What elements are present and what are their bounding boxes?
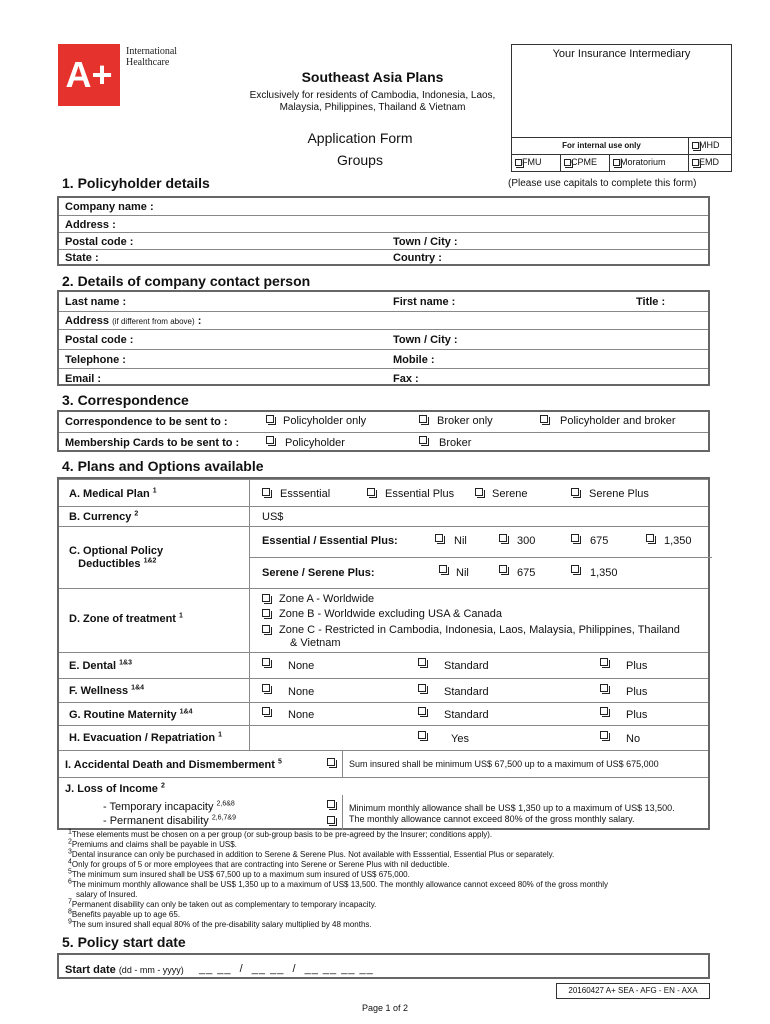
subtitle-line2: Malaysia, Philippines, Thailand & Vietnam — [279, 102, 466, 113]
capitals-note: (Please use capitals to complete this form) — [508, 178, 697, 189]
footnote-item — [68, 900, 708, 910]
footnote-item — [68, 910, 708, 920]
dental-plus-label: Plus — [626, 660, 648, 672]
plan-essential-label: Esssential — [280, 488, 331, 500]
deductibles-split — [249, 557, 712, 558]
footnote-text: Premiums and claims shall be payable in US$. — [71, 840, 237, 849]
dental-sup: 1&3 — [119, 659, 132, 667]
loss-income-text: J. Loss of Income — [65, 783, 158, 795]
footnote-item — [68, 850, 708, 860]
ser-nil-checkbox[interactable] — [439, 565, 447, 573]
loss-income-divider — [342, 795, 343, 830]
footnote-text: Only for groups of 5 or more employees that are contracting into Serene or Serene Plus with nil deductible. — [71, 860, 450, 869]
emd-checkbox[interactable] — [692, 159, 699, 166]
serene-deductible-label: Serene / Serene Plus: — [262, 567, 375, 579]
footnote-item — [68, 920, 708, 930]
temporary-incapacity-checkbox[interactable] — [327, 800, 335, 808]
loss-income-row — [59, 777, 708, 797]
evacuation-label — [69, 732, 222, 744]
cards-policyholder-checkbox[interactable] — [266, 436, 274, 444]
deductibles-row — [59, 526, 708, 588]
logo-line2: Healthcare — [126, 57, 170, 68]
company-name-row[interactable] — [59, 198, 708, 215]
accidental-death-row — [59, 750, 708, 777]
maternity-none-checkbox[interactable] — [262, 707, 270, 715]
loss-income-sup: 2 — [160, 782, 165, 790]
footnote-item — [68, 890, 708, 900]
zone-text: D. Zone of treatment — [69, 613, 176, 625]
footnote-number: 4 — [68, 858, 72, 866]
footnote-text: salary of Insured. — [76, 890, 138, 899]
deductibles-text1: C. Optional Policy — [69, 545, 164, 557]
deductibles-text2: Deductibles — [78, 558, 141, 570]
plan-essential-plus-label: Essential Plus — [385, 488, 455, 500]
dental-plus-checkbox[interactable] — [600, 658, 608, 666]
section5-heading: 5. Policy start date — [62, 934, 186, 950]
telephone-label: Telephone : — [65, 354, 126, 366]
corr-policyholder-label: Policyholder only — [283, 415, 367, 427]
ser-1350-checkbox[interactable] — [571, 565, 579, 573]
currency-value: US$ — [262, 511, 284, 523]
cards-label: Membership Cards to be sent to : — [65, 437, 240, 449]
email-row[interactable] — [59, 368, 708, 386]
page-title: Southeast Asia Plans — [301, 69, 444, 85]
maternity-standard-label: Standard — [444, 709, 489, 721]
contact-address-row[interactable] — [59, 311, 708, 329]
loss-income-note2: The monthly allowance cannot exceed 80% of the gross monthly salary. — [349, 814, 635, 824]
wellness-text: F. Wellness — [69, 685, 129, 697]
footnote-number: 6 — [68, 878, 72, 886]
policyholder-table — [57, 196, 710, 266]
evacuation-yes-checkbox[interactable] — [418, 731, 426, 739]
footnote-text: Dental insurance can only be purchased in addition to Serene & Serene Plus. Not available with Esssential, Essential Plus or separately. — [71, 850, 555, 859]
evacuation-no-checkbox[interactable] — [600, 731, 608, 739]
footnote-text: Benefits payable up to age 65. — [71, 910, 180, 919]
cpme-label: CPME — [571, 157, 598, 167]
form-title — [260, 127, 460, 171]
footnote-number: 3 — [68, 848, 72, 856]
maternity-text: G. Routine Maternity — [69, 709, 177, 721]
wellness-standard-label: Standard — [444, 686, 489, 698]
page-subtitle — [230, 90, 515, 114]
maternity-standard-checkbox[interactable] — [418, 707, 426, 715]
dental-standard-checkbox[interactable] — [418, 658, 426, 666]
plan-serene-plus-label: Serene Plus — [589, 488, 649, 500]
state-label: State : — [65, 252, 99, 264]
start-date-input[interactable]: __ __ / __ __ / __ __ __ __ — [199, 963, 374, 975]
title-label: Title : — [636, 296, 666, 308]
ess-675-checkbox[interactable] — [571, 534, 579, 542]
address-label: Address : — [65, 219, 116, 231]
correspondence-table — [57, 410, 710, 452]
footnote-number: 9 — [68, 918, 72, 926]
accidental-death-label — [65, 759, 282, 771]
maternity-none-label: None — [288, 709, 315, 721]
cards-policyholder-label: Policyholder — [285, 437, 345, 449]
state-row[interactable] — [59, 249, 708, 265]
footnote-text: The minimum monthly allowance shall be US$ 1,350 up to a maximum of US$ 13,500. The monthly allowance cannot exceed 80% of the gross monthly — [71, 880, 609, 889]
footnote-number: 5 — [68, 868, 72, 876]
section3-heading: 3. Correspondence — [62, 392, 189, 408]
cards-broker-checkbox[interactable] — [419, 436, 427, 444]
logo-line1: International — [126, 46, 178, 57]
cpme-checkbox[interactable] — [564, 159, 571, 166]
footnote-item — [68, 880, 708, 890]
essential-deductible-label: Essential / Essential Plus: — [262, 535, 398, 547]
wellness-label — [69, 685, 144, 697]
subtitle-line1: Exclusively for residents of Cambodia, Indonesia, Laos, — [249, 90, 496, 101]
logo-text — [126, 46, 177, 68]
form-title-line1: Application Form — [307, 130, 413, 146]
fmu-label: FMU — [522, 157, 542, 167]
zone-c-label-line2: & Vietnam — [290, 637, 341, 649]
zone-b-checkbox[interactable] — [262, 609, 270, 617]
first-name-label: First name : — [393, 296, 456, 308]
medical-plan-row — [59, 479, 708, 506]
footnote-text: These elements must be chosen on a per group (or sub-group basis to be pre-agreed by the Insurer; conditions apply). — [71, 830, 493, 839]
corr-both-checkbox[interactable] — [540, 415, 548, 423]
zone-sup: 1 — [179, 612, 183, 620]
moratorium-label: Moratorium — [620, 157, 666, 167]
accidental-divider — [342, 751, 343, 778]
ess-300-label: 300 — [517, 535, 536, 547]
plan-serene-plus-checkbox[interactable] — [571, 488, 579, 496]
footnote-text: Permanent disability can only be taken out as complementary to temporary incapacity. — [71, 900, 377, 909]
contact-table — [57, 290, 710, 386]
loss-income-note — [349, 803, 675, 825]
medical-plan-sup: 1 — [152, 487, 157, 495]
form-code: 20160427 A+ SEA - AFG - EN - AXA — [556, 983, 710, 999]
loss-income-label — [65, 783, 165, 795]
footnote-number: 7 — [68, 898, 72, 906]
dental-row — [59, 652, 708, 678]
contact-address-text: Address — [65, 315, 110, 327]
ess-1350-label: 1,350 — [664, 535, 692, 547]
start-date-box[interactable] — [57, 953, 710, 979]
permanent-disability-text: - Permanent disability — [103, 815, 209, 827]
footnote-item — [68, 860, 708, 870]
zone-label — [69, 613, 183, 625]
form-title-line2: Groups — [337, 152, 383, 168]
maternity-label — [69, 709, 192, 721]
email-label: Email : — [65, 373, 102, 385]
currency-label — [69, 511, 138, 523]
wellness-sup: 1&4 — [131, 684, 145, 692]
footnote-item — [68, 840, 708, 850]
zone-c-label: Zone C - Restricted in Cambodia, Indonesia, Laos, Malaysia, Philippines, Thailand — [279, 624, 680, 636]
wellness-plus-checkbox[interactable] — [600, 684, 608, 692]
corr-broker-checkbox[interactable] — [419, 415, 427, 423]
medical-plan-text: A. Medical Plan — [69, 488, 150, 500]
maternity-plus-label: Plus — [626, 709, 648, 721]
footnote-number: 8 — [68, 908, 72, 916]
logo-mark: A+ — [65, 54, 113, 95]
ess-300-checkbox[interactable] — [499, 534, 507, 542]
internal-mhd[interactable] — [688, 137, 732, 155]
dental-standard-label: Standard — [444, 660, 489, 672]
phone-row[interactable] — [59, 349, 708, 368]
temporary-incapacity-sup: 2,6&8 — [216, 800, 235, 808]
permanent-disability-label — [103, 815, 236, 827]
start-date-label — [65, 964, 184, 976]
internal-emd[interactable] — [688, 154, 732, 172]
loss-income-options — [59, 797, 708, 830]
evacuation-yes-label: Yes — [451, 733, 469, 745]
mhd-label: MHD — [699, 140, 720, 150]
cards-broker-label: Broker — [439, 437, 472, 449]
name-row[interactable] — [59, 292, 708, 311]
loss-income-note1: Minimum monthly allowance shall be US$ 1,350 up to a maximum of US$ 13,500. — [349, 803, 675, 813]
accidental-death-checkbox[interactable] — [327, 758, 335, 766]
dental-none-checkbox[interactable] — [262, 658, 270, 666]
maternity-plus-checkbox[interactable] — [600, 707, 608, 715]
section4-heading: 4. Plans and Options available — [62, 458, 264, 474]
wellness-standard-checkbox[interactable] — [418, 684, 426, 692]
dental-label — [69, 660, 132, 672]
section2-heading: 2. Details of company contact person — [62, 273, 311, 289]
medical-plan-label — [69, 488, 157, 500]
zone-a-checkbox[interactable] — [262, 594, 270, 602]
wellness-none-label: None — [288, 686, 315, 698]
emd-label: EMD — [699, 157, 719, 167]
wellness-row — [59, 678, 708, 702]
evacuation-text: H. Evacuation / Repatriation — [69, 732, 216, 744]
wellness-none-checkbox[interactable] — [262, 684, 270, 692]
currency-text: B. Currency — [69, 511, 132, 523]
contact-address-note: (if different from above) — [112, 317, 195, 326]
last-name-label: Last name : — [65, 296, 127, 308]
intermediary-title: Your Insurance Intermediary — [552, 48, 691, 60]
plan-essential-plus-checkbox[interactable] — [367, 488, 375, 496]
dental-text: E. Dental — [69, 660, 117, 672]
contact-postal-row[interactable] — [59, 329, 708, 349]
dental-none-label: None — [288, 660, 315, 672]
plans-table — [57, 477, 710, 830]
fmu-checkbox[interactable] — [515, 159, 522, 166]
country-label: Country : — [393, 252, 442, 264]
section1-heading: 1. Policyholder details — [62, 175, 210, 191]
zone-row — [59, 588, 708, 652]
town-city-label: Town / City : — [393, 236, 458, 248]
footnote-item — [68, 830, 708, 840]
wellness-plus-label: Plus — [626, 686, 648, 698]
currency-row — [59, 506, 708, 526]
zone-b-label: Zone B - Worldwide excluding USA & Canada — [279, 608, 502, 620]
zone-c-checkbox[interactable] — [262, 625, 270, 633]
contact-address-colon: : — [197, 315, 202, 327]
fax-label: Fax : — [393, 373, 419, 385]
logo — [58, 44, 120, 106]
temporary-incapacity-text: - Temporary incapacity — [103, 801, 214, 813]
evacuation-no-label: No — [626, 733, 641, 745]
maternity-row — [59, 702, 708, 725]
start-date-format: (dd - mm - yyyy) — [118, 965, 184, 975]
address-row[interactable] — [59, 215, 708, 232]
accidental-death-text: I. Accidental Death and Dismemberment — [65, 759, 275, 771]
corr-policyholder-checkbox[interactable] — [266, 415, 274, 423]
ser-675-label: 675 — [517, 567, 536, 579]
plan-essential-checkbox[interactable] — [262, 488, 270, 496]
maternity-sup: 1&4 — [179, 708, 193, 716]
currency-sup: 2 — [134, 510, 139, 518]
corr-both-label: Policyholder and broker — [560, 415, 676, 427]
deductibles-sup: 1&2 — [143, 557, 157, 565]
company-name-label: Company name : — [65, 201, 154, 213]
ser-1350-label: 1,350 — [590, 567, 618, 579]
ser-675-checkbox[interactable] — [499, 565, 507, 573]
footnote-number: 1 — [68, 828, 72, 836]
evacuation-row — [59, 725, 708, 750]
contact-postal-label: Postal code : — [65, 334, 134, 346]
postal-row[interactable] — [59, 232, 708, 249]
plan-serene-label: Serene — [492, 488, 528, 500]
internal-cpme[interactable] — [560, 154, 610, 172]
footnote-number: 2 — [68, 838, 72, 846]
accidental-death-note: Sum insured shall be minimum US$ 67,500 up to a maximum of US$ 675,000 — [349, 759, 659, 769]
footnote-text: The sum insured shall equal 80% of the pre-disability salary multiplied by 48 months. — [71, 920, 372, 929]
mhd-checkbox[interactable] — [692, 142, 699, 149]
internal-use-label: For internal use only — [511, 137, 689, 155]
accidental-death-sup: 5 — [277, 758, 282, 766]
cards-row — [59, 432, 708, 451]
ess-nil-label: Nil — [454, 535, 467, 547]
page-number: Page 1 of 2 — [361, 1003, 409, 1013]
permanent-disability-sup: 2,6,7&9 — [211, 814, 236, 822]
mobile-label: Mobile : — [393, 354, 435, 366]
correspondence-row — [59, 412, 708, 432]
footnote-text: The minimum sum insured shall be US$ 67,500 up to a maximum sum insured of US$ 675,000. — [71, 870, 410, 879]
corr-broker-label: Broker only — [437, 415, 493, 427]
internal-moratorium[interactable] — [609, 154, 689, 172]
evacuation-sup: 1 — [218, 731, 223, 739]
contact-town-label: Town / City : — [393, 334, 458, 346]
postal-code-label: Postal code : — [65, 236, 134, 248]
start-date-text: Start date — [65, 964, 116, 976]
zone-a-label: Zone A - Worldwide — [279, 593, 375, 605]
footnote-item — [68, 870, 708, 880]
ess-1350-checkbox[interactable] — [646, 534, 654, 542]
ess-675-label: 675 — [590, 535, 609, 547]
correspondence-label: Correspondence to be sent to : — [65, 416, 228, 428]
permanent-disability-checkbox[interactable] — [327, 816, 335, 824]
moratorium-checkbox[interactable] — [613, 159, 620, 166]
footnotes — [68, 830, 708, 930]
contact-address-label — [65, 315, 201, 327]
ser-nil-label: Nil — [456, 567, 469, 579]
deductibles-label — [69, 545, 163, 571]
plan-serene-checkbox[interactable] — [475, 488, 483, 496]
internal-fmu[interactable] — [511, 154, 561, 172]
temporary-incapacity-label — [103, 801, 235, 813]
ess-nil-checkbox[interactable] — [435, 534, 443, 542]
